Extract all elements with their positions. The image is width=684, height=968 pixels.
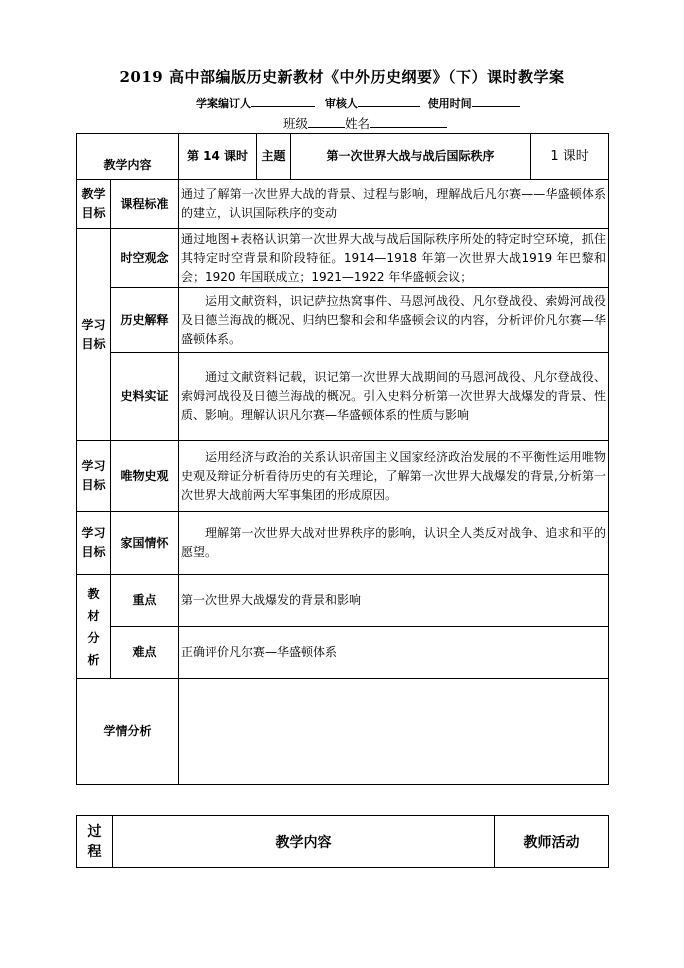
patriotism-row [77, 512, 609, 575]
process-label [77, 816, 113, 868]
process-table [76, 815, 609, 868]
patriotism-text: 理解第一次世界大战对世界秩序的影响，认识全人类反对战争、追求和平的愿望。 [179, 512, 609, 575]
key-point-row [77, 575, 609, 627]
topic-title: 第一次世界大战与战后国际秩序 [291, 134, 531, 180]
editor-blank[interactable] [251, 94, 315, 107]
class-name-line [283, 114, 447, 132]
textbook-char: 析 [87, 652, 100, 667]
teacher-activity-label: 教师活动 [495, 816, 609, 868]
materialism-label: 唯物史观 [111, 441, 179, 512]
difficulty-label: 难点 [111, 627, 179, 679]
spacetime-label: 时空观念 [111, 229, 179, 288]
textbook-char: 分 [87, 630, 100, 645]
materialism-row [77, 441, 609, 512]
duration: 1 课时 [531, 134, 609, 180]
document-title: 2019 高中部编版历史新教材《中外历史纲要》（下）课时教学案 [119, 68, 565, 86]
source-text: 通过文献资料记载，识记第一次世界大战期间的马恩河战役、凡尔登战役、索姆河战役及日德兰海战的概况。引入史料分析第一次世界大战爆发的背景、性质、影响。理解认识凡尔赛—华盛顿体系的性质与影响 [179, 353, 609, 441]
source-label: 史料实证 [111, 353, 179, 441]
difficulty-text: 正确评价凡尔赛—华盛顿体系 [179, 627, 609, 679]
textbook-char: 教 [87, 586, 100, 601]
materialism-text: 运用经济与政治的关系认识帝国主义国家经济政治发展的不平衡性运用唯物史观及辩证分析看待历史的有关理论，了解第一次世界大战爆发的背景,分析第一次世界大战前两大军事集团的形成原因。 [179, 441, 609, 512]
reviewer-blank[interactable] [358, 94, 420, 107]
process-header-row [77, 816, 609, 868]
learning-goal-label-2: 学习目标 [77, 441, 111, 512]
learning-goal-label-3: 学习目标 [77, 512, 111, 575]
student-analysis-text[interactable] [179, 679, 609, 785]
student-analysis-label: 学情分析 [77, 679, 179, 785]
class-blank[interactable] [308, 115, 345, 128]
history-label: 历史解释 [111, 288, 179, 353]
spacetime-row [77, 229, 609, 288]
reviewer-label: 审核人 [324, 97, 358, 110]
textbook-analysis-label [77, 575, 111, 679]
process-char: 程 [87, 843, 102, 860]
class-label: 班级 [283, 116, 309, 131]
curriculum-label: 课程标准 [111, 180, 179, 229]
curriculum-row [77, 180, 609, 229]
process-char: 过 [87, 823, 102, 840]
key-label: 重点 [111, 575, 179, 627]
lesson-number: 第 14 课时 [179, 134, 257, 180]
document-meta-line [196, 94, 520, 111]
history-text: 运用文献资料，识记萨拉热窝事件、马恩河战役、凡尔登战役、索姆河战役及日德兰海战的概况、归纳巴黎和会和华盛顿会议的内容，分析评价凡尔赛—华盛顿体系。 [179, 288, 609, 353]
curriculum-text: 通过了解第一次世界大战的背景、过程与影响，理解战后凡尔赛——华盛顿体系的建立，认识国际秩序的变动 [179, 180, 609, 229]
lesson-header-row [77, 134, 609, 180]
teaching-goal-label: 教学目标 [77, 180, 111, 229]
time-blank[interactable] [472, 94, 520, 107]
name-blank[interactable] [370, 115, 447, 128]
student-analysis-row [77, 679, 609, 785]
time-label: 使用时间 [427, 97, 472, 110]
key-text: 第一次世界大战爆发的背景和影响 [179, 575, 609, 627]
source-row [77, 353, 609, 441]
editor-label: 学案编订人 [196, 97, 251, 110]
topic-label: 主题 [257, 134, 291, 180]
lesson-plan-table [76, 133, 609, 785]
spacetime-text: 通过地图+表格认识第一次世界大战与战后国际秩序所处的特定时空环境，抓住其特定时空背景和阶段特征。1914—1918 年第一次世界大战1919 年巴黎和会；1920 年国联成立；1921—1922 年华盛顿会议； [179, 229, 609, 288]
content-label: 教学内容 [77, 134, 179, 180]
patriotism-label: 家国情怀 [111, 512, 179, 575]
textbook-char: 材 [87, 608, 100, 623]
name-label: 姓名 [345, 116, 371, 131]
difficulty-row [77, 627, 609, 679]
learning-goal-label: 学习目标 [77, 229, 111, 441]
process-content-label: 教学内容 [113, 816, 495, 868]
history-row [77, 288, 609, 353]
